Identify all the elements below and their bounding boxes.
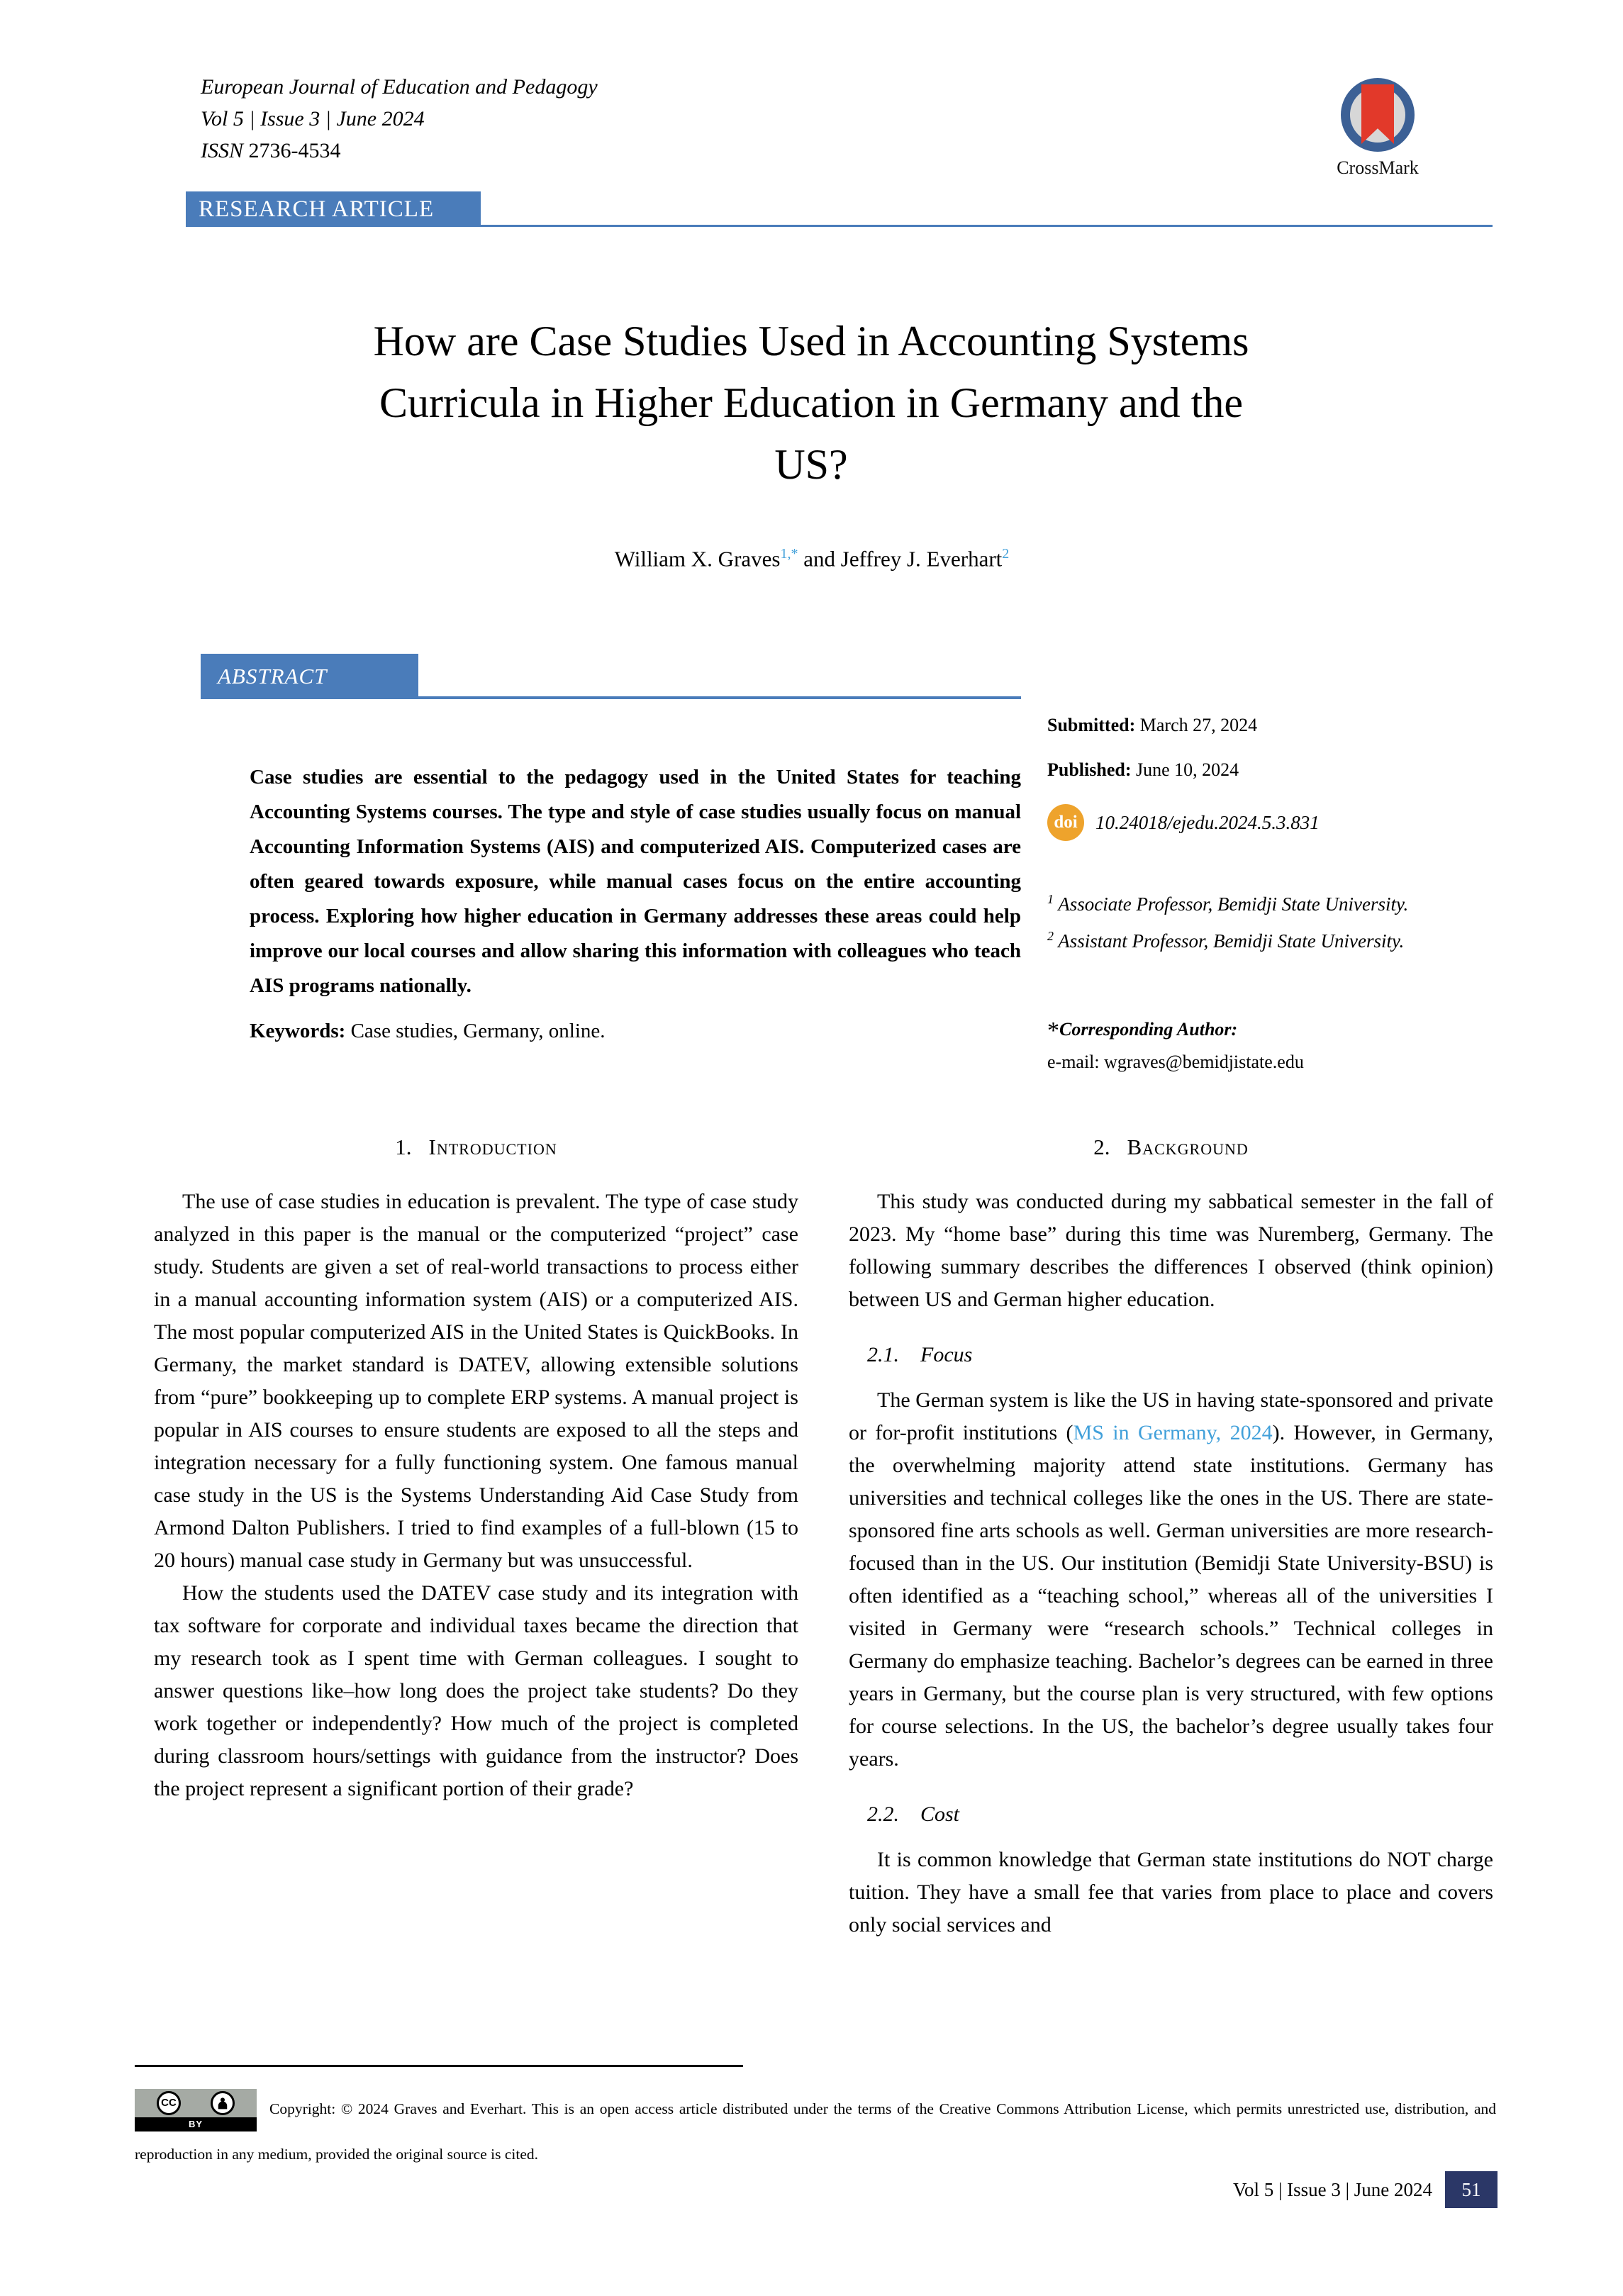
- section-title: Introduction: [428, 1135, 557, 1159]
- issn-label: ISSN: [201, 139, 243, 162]
- cost-paragraph: It is common knowledge that German state institutions do NOT charge tuition. They have a small fee that varies from place to place and covers only social services and: [849, 1848, 1493, 1936]
- cc-by-label: BY: [135, 2117, 257, 2131]
- column-introduction: [154, 1135, 798, 1805]
- crossmark-ribbon-icon: [1361, 84, 1394, 144]
- subsection-title: Focus: [920, 1343, 973, 1366]
- issn-number: 2736-4534: [248, 139, 341, 162]
- introduction-paragraph-2: How the students used the DATEV case study and its integration with tax software for corporate and individual taxes became the direction that my research took as I spent time with German colleagues. I sought to answer questions like–how long does the project take students? Do they work together or independently? How much of the project is completed during classroom hours/settings with guidance from the instructor? Does the project represent a significant portion of their grade?: [154, 1581, 798, 1800]
- section-heading-introduction: [154, 1135, 798, 1160]
- introduction-paragraph-1: The use of case studies in education is prevalent. The type of case study analyzed in this paper is the manual or the computerized “project” case study. Students are given a set of real-world transactions to process either in a manual accounting information system (AIS) or a computerized AIS. The most popular computerized AIS in the United States is QuickBooks. In Germany, the market standard is DATEV, allowing extensible solutions from “pure” bookkeeping up to complete ERP systems. A manual project is popular in AIS courses to ensure students are exposed to all the steps and integration necessary for a fully functioning system. One famous manual case study in the US is the Systems Understanding Aid Case Study from Armond Dalton Publishers. I tried to find examples of a full-blown (15 to 20 hours) manual case study in Germany but was unsuccessful.: [154, 1190, 798, 1572]
- keywords-values: Case studies, Germany, online.: [350, 1020, 606, 1042]
- section-heading-background: [849, 1135, 1493, 1160]
- footnote-divider: [135, 2065, 743, 2067]
- section-number: 1.: [395, 1135, 412, 1159]
- published-label: Published:: [1047, 759, 1132, 780]
- author-1: William X. Graves: [614, 546, 781, 572]
- submitted-row: [1047, 715, 1451, 736]
- focus-text-before-citation: The German system is like the US in having state-sponsored and private or for-profit institutions (: [849, 1388, 1493, 1444]
- published-date: June 10, 2024: [1136, 759, 1239, 780]
- authors-line: [131, 546, 1493, 572]
- cc-icon: CC: [157, 2091, 181, 2115]
- focus-text-after-citation: ). However, in Germany, the overwhelming majority attend state institutions. Germany has universities and technical colleges like the ones in the US. There are state-sponsored fine arts schools as well. German universities are more research-focused than in the US. Our institution (Bemidji State University-BSU) is often identified as a “teaching school,” whereas all of the universities I visited in Germany were “research schools.” Technical colleges in Germany do emphasize teaching. Bachelor’s degrees can be earned in three years in Germany, but the course plan is very structured, with few options for course selections. In the US, the bachelor’s degree usually takes four years.: [849, 1421, 1493, 1771]
- doi-value[interactable]: 10.24018/ejedu.2024.5.3.831: [1095, 811, 1320, 833]
- citation-link-ms-in-germany[interactable]: MS in Germany, 2024: [1073, 1421, 1273, 1444]
- abstract-heading: ABSTRACT: [201, 654, 418, 699]
- subsection-number: 2.1.: [867, 1343, 899, 1366]
- affiliation-2-text: Assistant Professor, Bemidji State University.: [1058, 930, 1405, 952]
- corresponding-author-block: [1047, 1014, 1451, 1078]
- journal-name: European Journal of Education and Pedagogy: [201, 75, 598, 99]
- footer-issue-line: Vol 5 | Issue 3 | June 2024: [1232, 2178, 1432, 2200]
- journal-issue: Vol 5 | Issue 3 | June 2024: [201, 107, 425, 130]
- section-number: 2.: [1093, 1135, 1110, 1159]
- affiliation-2: [1047, 920, 1451, 957]
- cc-by-license-badge[interactable]: [135, 2089, 257, 2131]
- article-type-badge: RESEARCH ARTICLE: [186, 191, 481, 227]
- corresponding-author-marker: *: [1047, 1018, 1059, 1044]
- subsection-title: Cost: [920, 1802, 960, 1826]
- corresponding-author-email: e-mail: wgraves@bemidjistate.edu: [1047, 1052, 1304, 1072]
- subsection-heading-focus: [849, 1343, 1493, 1367]
- abstract-text: Case studies are essential to the pedagogy used in the United States for teaching Accounting Systems courses. The type and style of case studies usually focus on manual Accounting Information Systems (AIS) and computerized AIS. Computerized cases are often geared towards exposure, while manual cases focus on the entire accounting process. Exploring how higher education in Germany addresses these areas could help improve our local courses and allow sharing this information with colleagues who teach AIS programs nationally.: [250, 766, 1021, 997]
- affiliation-1-marker: 1: [1047, 892, 1054, 906]
- subsection-number: 2.2.: [867, 1802, 899, 1826]
- page-title: How are Case Studies Used in Accounting Systems Curricula in Higher Education in Germany and the US?: [373, 318, 1249, 488]
- author-2-affiliation-marker: 2: [1002, 546, 1010, 562]
- doi-icon: doi: [1047, 804, 1084, 841]
- copyright-text: Copyright: © 2024 Graves and Everhart. This is an open access article distributed under the terms of the Creative Commons Attribution License, which permits unrestricted use, distribution, and reproduction in any medium, provided the original source is cited.: [135, 2100, 1496, 2163]
- published-row: [1047, 759, 1451, 781]
- background-paragraph-1: This study was conducted during my sabbatical semester in the fall of 2023. My “home base” during this time was Nuremberg, Germany. The following summary describes the differences I observed (think opinion) between US and German higher education.: [849, 1190, 1493, 1311]
- journal-issn: [201, 135, 598, 167]
- affiliation-1-text: Associate Professor, Bemidji State University.: [1058, 893, 1409, 915]
- crossmark-icon: [1341, 78, 1415, 152]
- footer-issue-info: [1233, 2171, 1497, 2208]
- authors-conjunction: and: [803, 546, 835, 572]
- corresponding-author-label: Corresponding Author:: [1059, 1019, 1238, 1040]
- affiliation-1: [1047, 884, 1451, 920]
- subsection-heading-cost: [849, 1802, 1493, 1827]
- submitted-date: March 27, 2024: [1139, 715, 1258, 735]
- section-title: Background: [1127, 1135, 1249, 1159]
- author-2: Jeffrey J. Everhart: [840, 546, 1003, 572]
- copyright-block: [135, 2086, 1496, 2177]
- keywords-label: Keywords:: [250, 1020, 346, 1042]
- page-number-badge: 51: [1445, 2171, 1497, 2208]
- submitted-label: Submitted:: [1047, 715, 1136, 735]
- keywords-line: [250, 1020, 1021, 1043]
- focus-paragraph: [849, 1384, 1493, 1776]
- doi-row[interactable]: [1047, 804, 1451, 841]
- abstract-divider: [201, 696, 1021, 699]
- author-1-affiliation-marker: 1,*: [780, 546, 798, 562]
- crossmark-button[interactable]: [1317, 78, 1438, 179]
- person-icon: [211, 2091, 235, 2115]
- affiliation-2-marker: 2: [1047, 929, 1054, 943]
- column-background: [849, 1135, 1493, 1941]
- header-divider: [186, 225, 1493, 227]
- crossmark-label: CrossMark: [1337, 157, 1419, 178]
- affiliations: [1047, 884, 1451, 957]
- article-meta-sidebar: [1047, 715, 1451, 1078]
- journal-masthead: [201, 71, 598, 167]
